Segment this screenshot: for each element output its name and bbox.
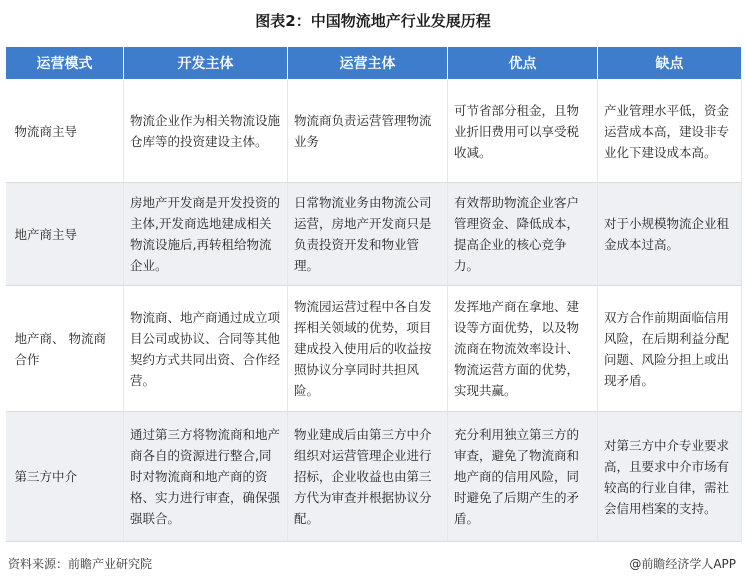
cell-mode: 第三方中介: [6, 412, 124, 542]
cell-operator: 物流园运营过程中各自发挥相关领域的优势，项目建成投入使用后的收益按照协议分享同时共担风险。: [288, 286, 448, 412]
comparison-table: [5, 46, 742, 542]
cell-cons: 对第三方中介专业要求高，且要求中介市场有较高的行业自律，需社会信用档案的支持。: [598, 412, 742, 542]
cell-pros: 发挥地产商在拿地、建设等方面优势，以及物流商在物流效率设计、物流运营方面的优势，实现共赢。: [448, 286, 598, 412]
cell-mode: 地产商主导: [6, 183, 124, 286]
header-mode: 运营模式: [6, 47, 124, 80]
table-header-row: [6, 47, 742, 80]
cell-cons: 对于小规模物流企业租金成本过高。: [598, 183, 742, 286]
source-note: 资料来源：前瞻产业研究院: [8, 557, 153, 571]
table-row: [6, 80, 742, 183]
cell-mode: 物流商主导: [6, 80, 124, 183]
cell-pros: 可节省部分租金，且物业折旧费用可以享受税收减。: [448, 80, 598, 183]
cell-pros: 充分利用独立第三方的审查，避免了物流商和地产商的信用风险，同时避免了后期产生的矛盾。: [448, 412, 598, 542]
cell-developer: 物流企业作为相关物流设施仓库等的投资建设主体。: [124, 80, 288, 183]
cell-developer: 通过第三方将物流商和地产商各自的资源进行整合,同时对物流商和地产商的资格、实力进行审查，确保强强联合。: [124, 412, 288, 542]
header-pros: 优点: [448, 47, 598, 80]
cell-cons: 产业管理水平低，资金运营成本高，建设非专业化下建设成本高。: [598, 80, 742, 183]
cell-operator: 日常物流业务由物流公司运营，房地产开发商只是负责投资开发和物业管理。: [288, 183, 448, 286]
cell-mode: 地产商、 物流商合作: [6, 286, 124, 412]
table-row: [6, 183, 742, 286]
header-cons: 缺点: [598, 47, 742, 80]
cell-operator: 物业建成后由第三方中介组织对运营管理企业进行招标，企业收益也由第三方代为审查并根据协议分配。: [288, 412, 448, 542]
page-title: 图表2：中国物流地产行业发展历程: [255, 12, 491, 30]
brand-credit: @前瞻经济学人APP: [629, 557, 736, 571]
table-row: [6, 412, 742, 542]
cell-developer: 物流商、地产商通过成立项目公司或协议、合同等其他契约方式共同出资、合作经营。: [124, 286, 288, 412]
cell-developer: 房地产开发商是开发投资的主体,开发商选地建成相关物流设施后,再转租给物流企业。: [124, 183, 288, 286]
cell-operator: 物流商负责运营管理物流业务: [288, 80, 448, 183]
cell-cons: 双方合作前期面临信用风险，在后期利益分配问题、风险分担上或出现矛盾。: [598, 286, 742, 412]
header-developer: 开发主体: [124, 47, 288, 80]
table-row: [6, 286, 742, 412]
header-operator: 运营主体: [288, 47, 448, 80]
cell-pros: 有效帮助物流企业客户管理资金、降低成本，提高企业的核心竞争力。: [448, 183, 598, 286]
